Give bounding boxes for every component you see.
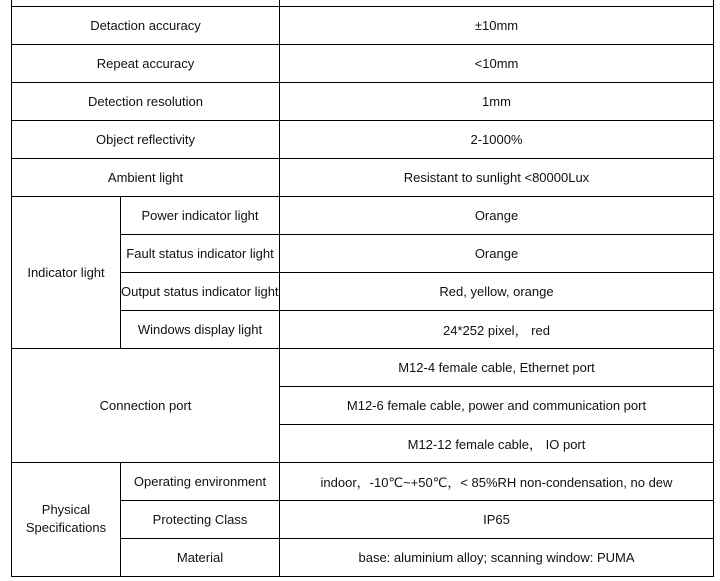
protecting-class-value: IP65 xyxy=(280,500,714,538)
ambient-light-label: Ambient light xyxy=(12,158,280,196)
table-row xyxy=(12,348,714,386)
table-row xyxy=(12,462,714,500)
specification-table xyxy=(11,0,714,577)
connection-port-value-power: M12-6 female cable, power and communication port xyxy=(280,386,714,424)
output-status-indicator-label: Output status indicator light xyxy=(121,272,280,310)
repeat-accuracy-value: <10mm xyxy=(280,44,714,82)
physical-specifications-group-label: Physical Specifications xyxy=(12,462,121,576)
object-reflectivity-value: 2-1000% xyxy=(280,120,714,158)
table-row xyxy=(12,196,714,234)
table-row xyxy=(12,82,714,120)
object-reflectivity-label: Object reflectivity xyxy=(12,120,280,158)
table-row xyxy=(12,44,714,82)
repeat-accuracy-label: Repeat accuracy xyxy=(12,44,280,82)
connection-port-group-label: Connection port xyxy=(12,348,280,462)
connection-port-value-io: M12-12 female cable， IO port xyxy=(280,424,714,462)
windows-display-light-value: 24*252 pixel， red xyxy=(280,310,714,348)
indicator-light-group-label: Indicator light xyxy=(12,196,121,348)
detection-accuracy-value: ±10mm xyxy=(280,6,714,44)
table-row xyxy=(12,158,714,196)
detection-resolution-value: 1mm xyxy=(280,82,714,120)
output-status-indicator-value: Red, yellow, orange xyxy=(280,272,714,310)
fault-status-indicator-label: Fault status indicator light xyxy=(121,234,280,272)
material-label: Material xyxy=(121,538,280,576)
operating-environment-label: Operating environment xyxy=(121,462,280,500)
connection-port-value-ethernet: M12-4 female cable, Ethernet port xyxy=(280,348,714,386)
windows-display-light-label: Windows display light xyxy=(121,310,280,348)
operating-environment-value: indoor，-10℃~+50℃，< 85%RH non-condensation, no dew xyxy=(280,462,714,500)
detection-accuracy-label: Detaction accuracy xyxy=(12,6,280,44)
ambient-light-value: Resistant to sunlight <80000Lux xyxy=(280,158,714,196)
power-indicator-label: Power indicator light xyxy=(121,196,280,234)
material-value: base: aluminium alloy; scanning window: PUMA xyxy=(280,538,714,576)
table-row xyxy=(12,120,714,158)
table-row xyxy=(12,6,714,44)
power-indicator-value: Orange xyxy=(280,196,714,234)
detection-resolution-label: Detection resolution xyxy=(12,82,280,120)
fault-status-indicator-value: Orange xyxy=(280,234,714,272)
protecting-class-label: Protecting Class xyxy=(121,500,280,538)
